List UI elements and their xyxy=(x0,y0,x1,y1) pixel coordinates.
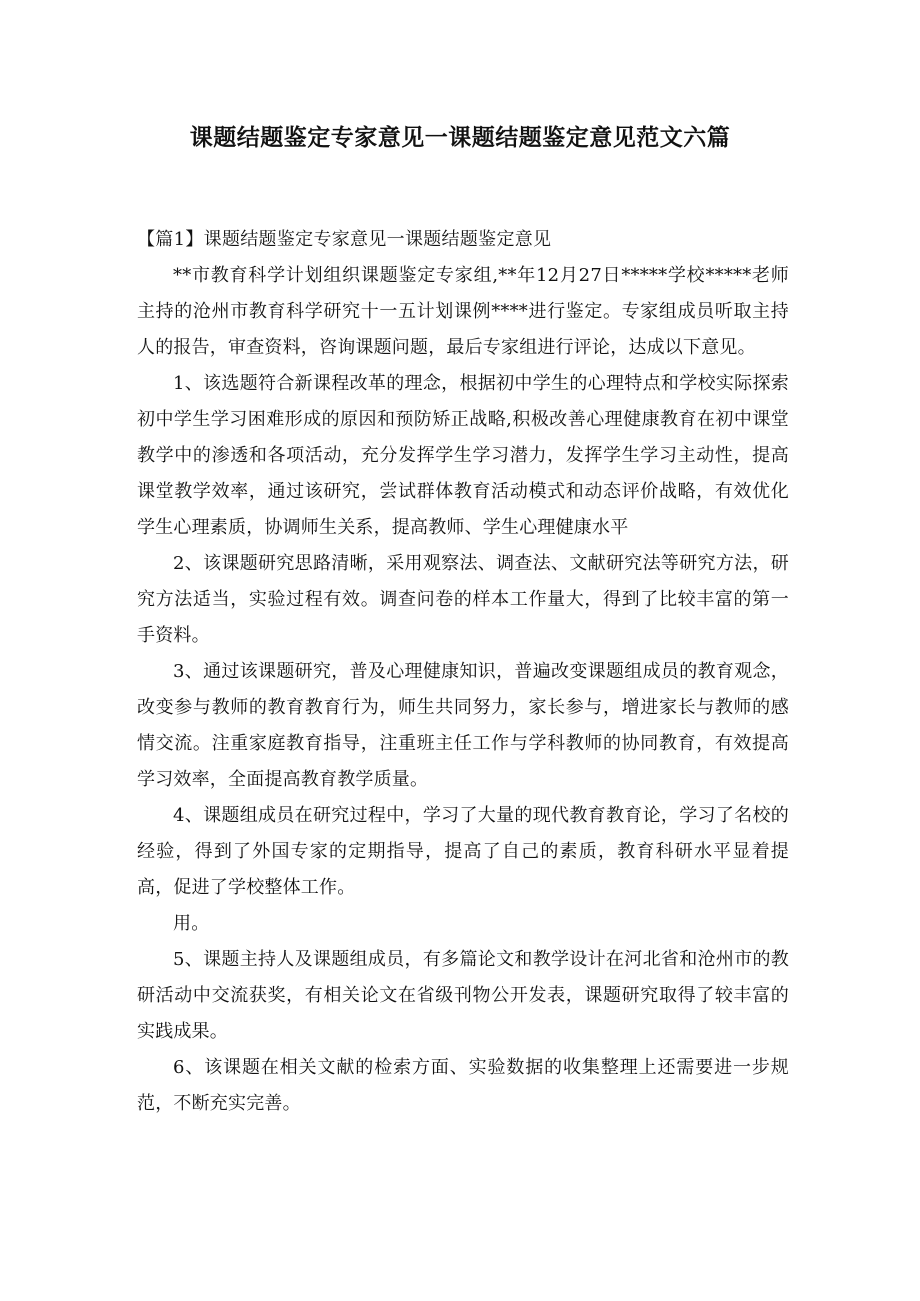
paragraph-opinion-3: 3、通过该课题研究，普及心理健康知识，普遍改变课题组成员的教育观念，改变参与教师的教育教育行为，师生共同努力，家长参与，增进家长与教师的感情交流。注重家庭教育指导，注重班主任工作与学科教师的协同教育，有效提高学习效率，全面提高教育教学质量。 xyxy=(137,661,789,790)
paragraph-opinion-4: 4、课题组成员在研究过程中，学习了大量的现代教育教育论，学习了名校的经验，得到了外国专家的定期指导，提高了自己的素质，教育科研水平显着提高，促进了学校整体工作。 xyxy=(137,805,789,898)
paragraph-opinion-5: 5、课题主持人及课题组成员，有多篇论文和教学设计在河北省和沧州市的教研活动中交流获奖，有相关论文在省级刊物公开发表，课题研究取得了较丰富的实践成果。 xyxy=(137,949,789,1042)
section-heading: 【篇1】课题结题鉴定专家意见一课题结题鉴定意见 xyxy=(137,229,552,250)
paragraph-opinion-1: 1、该选题符合新课程改革的理念，根据初中学生的心理特点和学校实际探索初中学生学习困难形成的原因和预防矫正战略,积极改善心理健康教育在初中课堂教学中的渗透和各项活动，充分发挥学生学习潜力，发挥学生学习主动性，提高课堂教学效率，通过该研究，尝试群体教育活动模式和动态评价战略，有效优化学生心理素质，协调师生关系，提高教师、学生心理健康水平 xyxy=(137,373,789,538)
paragraph-opinion-6: 6、该课题在相关文献的检索方面、实验数据的收集整理上还需要进一步规范，不断充实完善。 xyxy=(137,1057,789,1114)
document-title: 课题结题鉴定专家意见一课题结题鉴定意见范文六篇 xyxy=(189,125,731,151)
document-body xyxy=(137,222,789,1122)
paragraph-opinion-2: 2、该课题研究思路清晰，采用观察法、调查法、文献研究法等研究方法，研究方法适当，实验过程有效。调查问卷的样本工作量大，得到了比较丰富的第一手资料。 xyxy=(137,553,789,646)
paragraph-intro: **市教育科学计划组织课题鉴定专家组,**年12月27日*****学校*****老师主持的沧州市教育科学研究十一五计划课例****进行鉴定。专家组成员听取主持人的报告，审查资料，咨询课题问题，最后专家组进行评论，达成以下意见。 xyxy=(137,265,789,358)
paragraph-fragment: 用。 xyxy=(173,913,210,934)
